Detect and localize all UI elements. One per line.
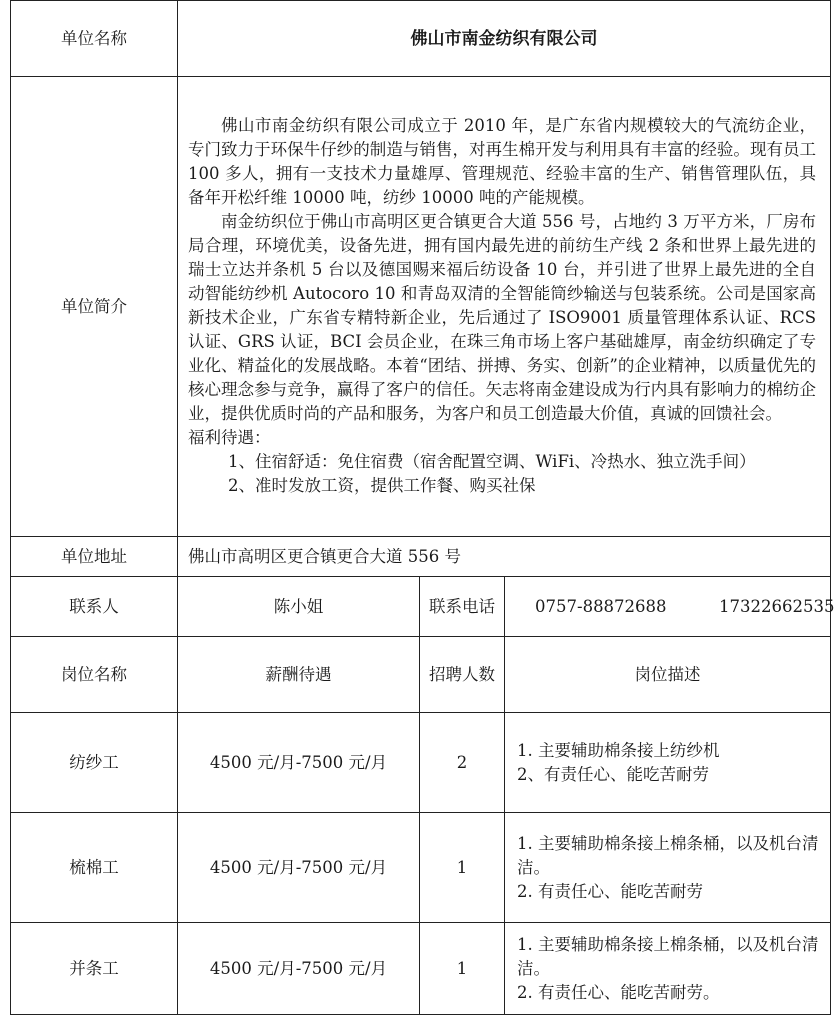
job-description-line: 2. 有责任心、能吃苦耐劳 <box>517 881 703 901</box>
table-row <box>11 813 831 923</box>
job-position: 梳棉工 <box>11 813 178 923</box>
phone-numbers <box>505 577 835 637</box>
job-salary: 4500 元/月-7500 元/月 <box>178 923 420 1015</box>
jobs-header-row <box>11 637 831 713</box>
company-name-label: 单位名称 <box>11 1 178 77</box>
job-description-line: 1. 主要辅助棉条接上棉条桶，以及机台清洁。 <box>517 934 819 978</box>
table-row <box>11 713 831 813</box>
job-count: 2 <box>420 713 505 813</box>
address-value: 佛山市高明区更合镇更合大道 556 号 <box>178 537 831 577</box>
benefit-item-2: 2、准时发放工资，提供工作餐、购买社保 <box>228 475 536 495</box>
job-position: 并条工 <box>11 923 178 1015</box>
job-position: 纺纱工 <box>11 713 178 813</box>
header-description: 岗位描述 <box>505 637 831 713</box>
job-description <box>505 923 831 1015</box>
phone-number-1: 0757-88872688 <box>535 596 667 616</box>
job-description-line: 1. 主要辅助棉条接上纺纱机 <box>517 740 720 760</box>
company-intro-row <box>11 77 831 537</box>
job-salary: 4500 元/月-7500 元/月 <box>178 813 420 923</box>
company-intro-label: 单位简介 <box>11 77 178 537</box>
intro-paragraph-1: 佛山市南金纺织有限公司成立于 2010 年，是广东省内规模较大的气流纺企业，专门致力于环保牛仔纱的制造与销售，对再生棉开发与利用具有丰富的经验。现有员工 100 多人，拥有一支技术力量雄厚、管理规范、经验丰富的生产、销售管理队伍，具备年开松纤维 10000 吨，纺纱 10000 吨的产能规模。 <box>188 115 817 207</box>
job-salary: 4500 元/月-7500 元/月 <box>178 713 420 813</box>
contact-name: 陈小姐 <box>178 577 420 637</box>
job-description <box>505 713 831 813</box>
phone-label: 联系电话 <box>420 577 505 637</box>
job-description-line: 2、有责任心、能吃苦耐劳 <box>517 764 709 784</box>
header-count: 招聘人数 <box>420 637 505 713</box>
job-count: 1 <box>420 813 505 923</box>
company-intro-text <box>178 77 831 537</box>
company-name-value: 佛山市南金纺织有限公司 <box>178 1 831 77</box>
intro-paragraph-2: 南金纺织位于佛山市高明区更合镇更合大道 556 号，占地约 3 万平方米，厂房布局合理，环境优美，设备先进，拥有国内最先进的前纺生产线 2 条和世界上最先进的瑞士立达并条机 5 台以及德国赐来福后纺设备 10 台，并引进了世界上最先进的全自动智能纺纱机 Autocoro 10 和青岛双清的全智能筒纱输送与包装系统。公司是国家高新技术企业，广东省专精特新企业，先后通过了 ISO9001 质量管理体系认证、RCS 认证、GRS 认证，BCI 会员企业，在珠三角市场上客户基础雄厚，南金纺织确定了专业化、精益化的发展战略。本着“团结、拼搏、务实、创新”的企业精神，以质量优先的核心理念参与竞争，赢得了客户的信任。矢志将南金建设成为行内具有影响力的棉纺企业，提供优质时尚的产品和服务，为客户和员工创造最大价值，真诚的回馈社会。 <box>188 211 817 423</box>
job-posting-table <box>10 0 835 1015</box>
job-count: 1 <box>420 923 505 1015</box>
table-row <box>11 923 831 1015</box>
contact-row <box>11 577 831 637</box>
benefit-item-1: 1、住宿舒适：免住宿费（宿舍配置空调、WiFi、冷热水、独立洗手间） <box>228 451 756 471</box>
header-salary: 薪酬待遇 <box>178 637 420 713</box>
benefits-title: 福利待遇： <box>188 427 271 447</box>
job-description-line: 1. 主要辅助棉条接上棉条桶，以及机台清洁。 <box>517 833 819 877</box>
company-name-row <box>11 1 831 77</box>
address-label: 单位地址 <box>11 537 178 577</box>
job-description-line: 2. 有责任心、能吃苦耐劳。 <box>517 982 720 1002</box>
job-description <box>505 813 831 923</box>
address-row <box>11 537 831 577</box>
phone-number-2: 17322662535 <box>719 596 835 616</box>
header-position: 岗位名称 <box>11 637 178 713</box>
contact-label: 联系人 <box>11 577 178 637</box>
